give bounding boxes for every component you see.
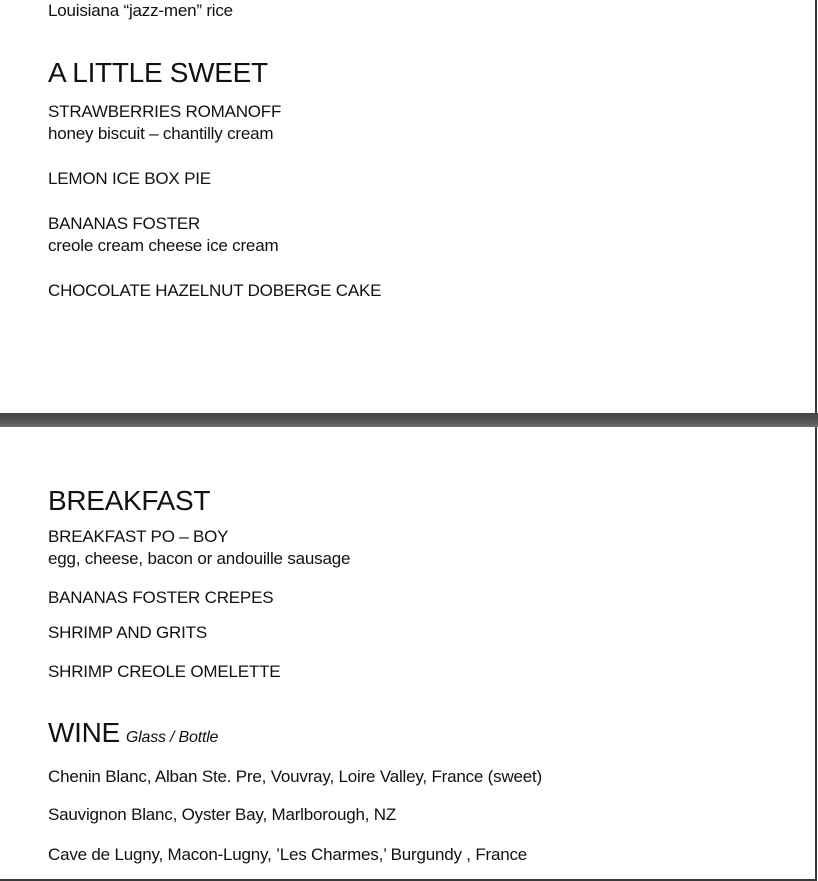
menu-item-name: SHRIMP AND GRITS — [48, 623, 207, 642]
section-title-a-little-sweet: A LITTLE SWEET — [48, 57, 268, 88]
menu-page-2 — [0, 427, 817, 881]
menu-item-name: BANANAS FOSTER — [48, 214, 201, 233]
wine-heading — [48, 717, 218, 749]
menu-item-name: BREAKFAST PO – BOY — [48, 527, 229, 546]
menu-item-name: SHRIMP CREOLE OMELETTE — [48, 662, 281, 681]
page-separator — [0, 413, 818, 427]
menu-item-description: creole cream cheese ice cream — [48, 236, 279, 255]
menu-page-1 — [0, 0, 817, 413]
menu-item-name: BANANAS FOSTER CREPES — [48, 588, 274, 607]
wine-list-item: Cave de Lugny, Macon-Lugny, ’Les Charmes,’ Burgundy , France — [48, 845, 528, 864]
wine-list-item: Sauvignon Blanc, Oyster Bay, Marlborough, NZ — [48, 805, 397, 824]
wine-pricing-note: Glass / Bottle — [125, 729, 219, 746]
menu-item-description: honey biscuit – chantilly cream — [48, 124, 274, 143]
menu-item-name: STRAWBERRIES ROMANOFF — [48, 102, 282, 121]
previous-item-description: Louisiana “jazz-men” rice — [48, 1, 233, 20]
wine-list-item: Chenin Blanc, Alban Ste. Pre, Vouvray, Loire Valley, France (sweet) — [48, 767, 543, 786]
section-title-wine: WINE — [48, 717, 120, 748]
menu-item-description: egg, cheese, bacon or andouille sausage — [48, 549, 351, 568]
menu-item-name: LEMON ICE BOX PIE — [48, 169, 211, 188]
section-title-breakfast: BREAKFAST — [48, 485, 211, 516]
menu-item-name: CHOCOLATE HAZELNUT DOBERGE CAKE — [48, 281, 382, 300]
